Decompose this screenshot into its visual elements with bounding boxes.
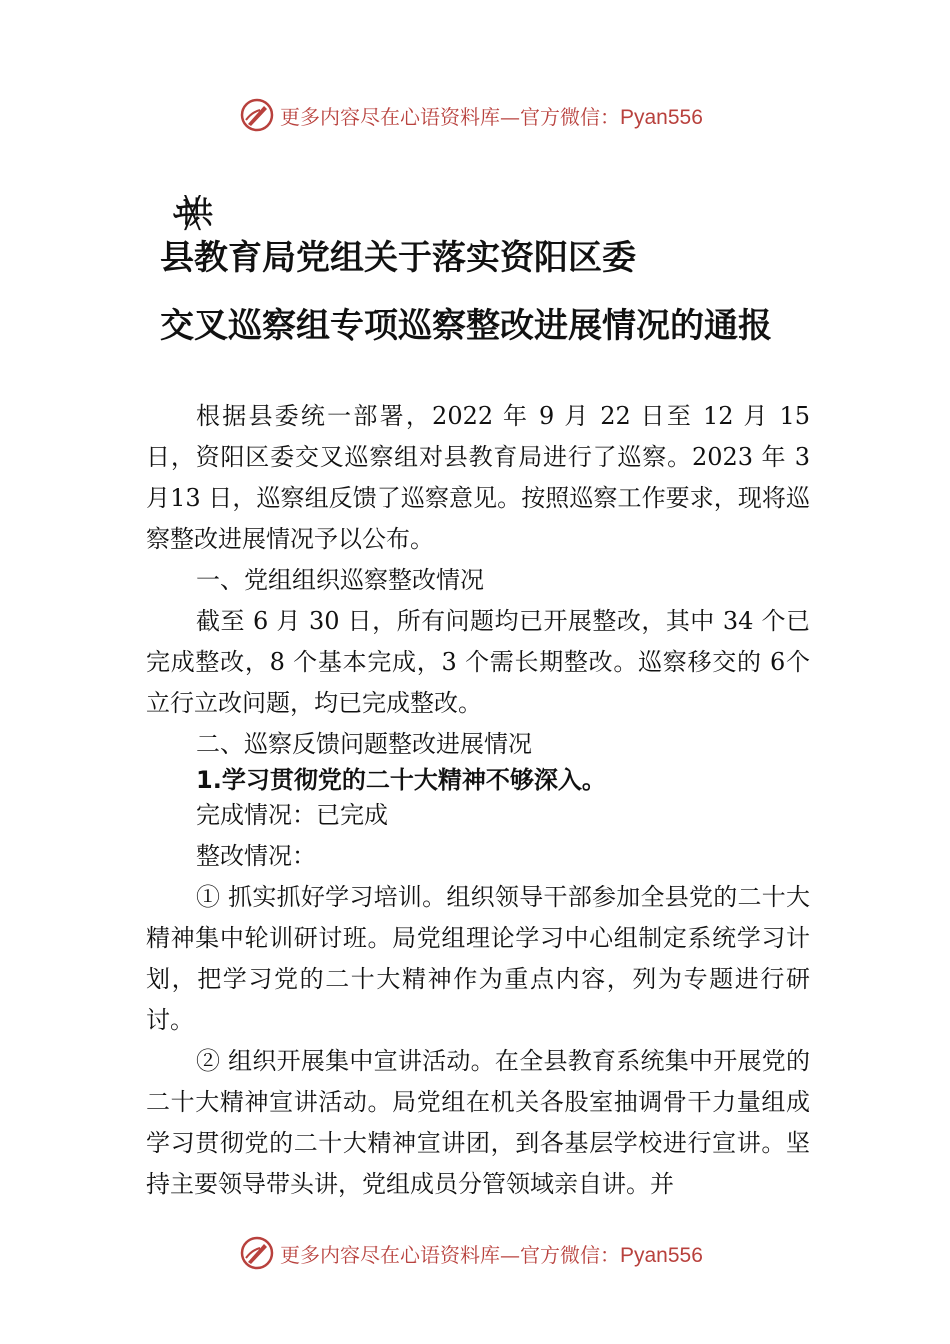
measure-2: ② 组织开展集中宣讲活动。在全县教育系统集中开展党的二十大精神宣讲活动。局党组在机关各股室抽调骨干力量组成学习贯彻党的二十大精神宣讲团，到各基层学校进行宣讲。坚持主要领导带头讲，党组成员分管领域亲自讲。并	[146, 1047, 810, 1198]
document-title-line-1: 县教育局党组关于落实资阳区委	[160, 238, 636, 278]
measure-1: ① 抓实抓好学习培训。组织领导干部参加全县党的二十大精神集中轮训研讨班。局党组理论学习中心组制定系统学习计划，把学习党的二十大精神作为重点内容，列为专题进行研讨。	[146, 883, 810, 1034]
brush-logo-icon	[240, 1236, 274, 1270]
watermark-top	[240, 97, 703, 133]
paragraph-status: 截至 6 月 30 日，所有问题均已开展整改，其中 34 个已完成整改，8 个基本完成，3 个需长期整改。巡察移交的 6个立行立改问题，均已完成整改。	[146, 607, 810, 717]
section-heading-2: 二、巡察反馈问题整改进展情况	[196, 730, 532, 758]
watermark-text: 更多内容尽在心语资料库—官方微信：Pyan556	[280, 1242, 703, 1267]
watermark-bottom	[240, 1235, 703, 1271]
brush-logo-icon	[240, 98, 274, 132]
section-heading-1: 一、党组组织巡察整改情况	[196, 566, 484, 594]
document-title-line-2: 交叉巡察组专项巡察整改进展情况的通报	[160, 306, 772, 346]
issue-heading-1: 1.学习贯彻党的二十大精神不够深入。	[196, 766, 606, 794]
document-body	[146, 396, 810, 1205]
paragraph-intro: 根据县委统一部署，2022 年 9 月 22 日至 12 月 15 日，资阳区委交叉巡察组对县教育局进行了巡察。2023 年 3 月13 日，巡察组反馈了巡察意见。按照巡察工作要求，现将巡察整改进展情况予以公布。	[146, 402, 810, 553]
rectification-label: 整改情况：	[196, 842, 316, 870]
header-glitch-text: ヰ╳共	[172, 196, 202, 231]
completion-status: 完成情况：已完成	[196, 801, 388, 829]
watermark-text: 更多内容尽在心语资料库—官方微信：Pyan556	[280, 104, 703, 129]
